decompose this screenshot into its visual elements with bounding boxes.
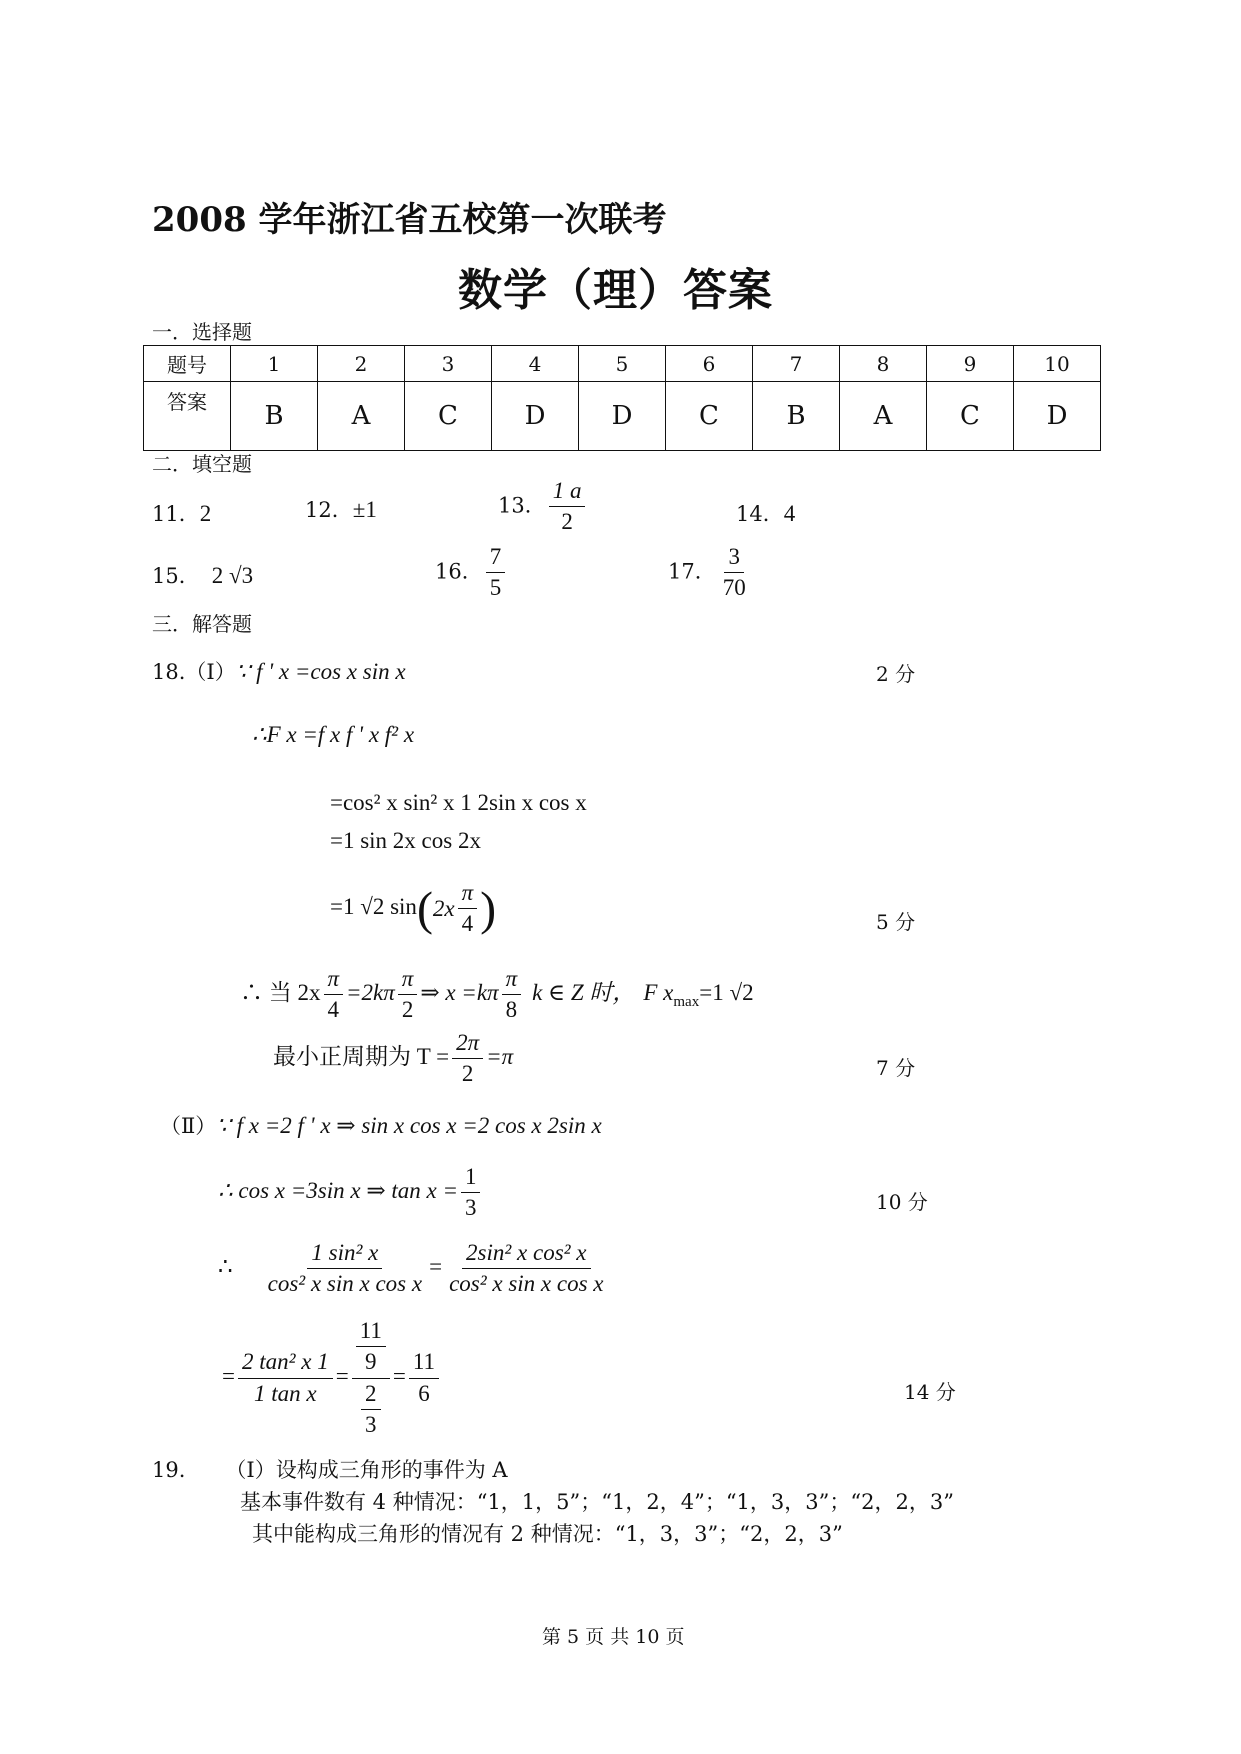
fraction-denominator: 3 — [464, 1195, 477, 1221]
math-expression: 2x — [432, 895, 455, 921]
fraction-denominator: 2 — [561, 509, 573, 535]
fill-answer-14 — [736, 498, 795, 528]
answer-cell: D — [492, 382, 579, 451]
fraction-numerator: 2 — [361, 1381, 381, 1410]
q18-line-5 — [330, 880, 496, 938]
q19-line-3: 其中能构成三角形的情况有 2 种情况：“1，3，3”；“2，2，3” — [252, 1522, 843, 1546]
fraction-numerator: 1 a — [549, 478, 586, 507]
fraction-numerator: 11 — [356, 1318, 386, 1347]
question-number: 13． — [498, 493, 546, 518]
fill-answer-17 — [668, 544, 753, 602]
fraction-denominator: 2 — [461, 1061, 474, 1087]
fraction-denominator: 5 — [489, 575, 502, 601]
math-expression: ⇒ x =kπ — [420, 980, 499, 1006]
math-expression: ∴ cos x =3sin x ⇒ tan x = — [218, 1178, 458, 1204]
q18-line-8 — [160, 1110, 602, 1140]
q19-line-2: 基本事件数有 4 种情况：“1，1，5”；“1，2，4”；“1，3，3”；“2，2，3” — [240, 1490, 954, 1514]
question-number: 3 — [405, 346, 492, 382]
answer-cell: C — [927, 382, 1014, 451]
score-mark: 5 分 — [876, 910, 916, 934]
question-number: 4 — [492, 346, 579, 382]
fraction-numerator: 3 — [724, 544, 744, 573]
answer-value: 2 √3 — [211, 563, 254, 588]
fraction-numerator: π — [502, 966, 522, 995]
fraction-numerator: 2π — [452, 1030, 483, 1059]
fraction-numerator: π — [324, 966, 344, 995]
left-paren: ( — [416, 882, 433, 936]
fraction-denominator: 4 — [327, 997, 340, 1023]
table-row-answers — [144, 382, 1101, 451]
answer-table — [143, 345, 1101, 451]
answer-cell: B — [231, 382, 318, 451]
answer-value: 4 — [783, 501, 796, 526]
subscript: max — [673, 993, 700, 1010]
fill-answer-16 — [435, 544, 508, 602]
right-paren: ) — [480, 882, 497, 936]
question-number: 18.（Ⅰ） — [152, 660, 236, 684]
fill-answer-13 — [498, 478, 588, 536]
answer-cell: D — [1014, 382, 1101, 451]
q19-line-1 — [152, 1454, 508, 1484]
fraction-denominator: 4 — [461, 911, 474, 937]
fraction-denominator: 70 — [722, 575, 746, 601]
table-row-numbers — [144, 346, 1101, 382]
question-number: 11． — [152, 502, 200, 526]
question-number: 10 — [1014, 346, 1101, 382]
q18-line-7 — [273, 1030, 513, 1088]
fraction-numerator: 2sin² x cos² x — [462, 1240, 590, 1269]
fraction-denominator: 2 — [401, 997, 414, 1023]
section-solution-label: 三．解答题 — [152, 612, 252, 636]
fraction-denominator: 6 — [418, 1380, 430, 1406]
fraction-numerator: π — [458, 880, 478, 909]
question-number: 6 — [666, 346, 753, 382]
math-expression: ∵ f x =2 f ' x ⇒ sin x cos x =2 cos x 2sin x — [216, 1113, 602, 1138]
q18-line-9 — [218, 1164, 483, 1222]
q18-line-2: ∴F x =f x f ' x f² x — [252, 722, 415, 747]
question-number: 12． — [305, 498, 353, 522]
q18-line-3: =cos² x sin² x 1 2sin x cos x — [330, 790, 587, 815]
fill-answer-12 — [305, 494, 377, 524]
page-footer: 第 5 页 共 10 页 — [542, 1626, 685, 1648]
fraction-denominator: cos² x sin x cos x — [449, 1271, 604, 1297]
answer-cell: A — [318, 382, 405, 451]
fill-answer-15 — [152, 560, 253, 590]
math-expression: ∴ — [218, 1254, 233, 1280]
math-expression: 最小正周期为 T = — [273, 1044, 450, 1070]
math-expression: =1 √2 — [699, 980, 754, 1006]
answer-value: ±1 — [352, 497, 377, 522]
fraction-numerator: 2 tan² x 1 — [238, 1349, 333, 1378]
math-expression: =π — [486, 1044, 514, 1070]
section-choice-label: 一．选择题 — [152, 320, 252, 344]
fraction-denominator: 1 tan x — [254, 1380, 317, 1406]
compound-fraction — [352, 1318, 390, 1439]
answer-cell: D — [579, 382, 666, 451]
q18-line-1 — [152, 656, 406, 686]
math-expression: = — [429, 1254, 443, 1280]
math-expression: =2kπ — [346, 980, 395, 1006]
fraction-numerator: 7 — [486, 544, 506, 573]
row-header-number: 题号 — [144, 346, 231, 382]
math-expression: ∴ 当 2x — [240, 980, 321, 1006]
math-expression: ∵ f ' x =cos x sin x — [235, 659, 406, 684]
fraction-denominator: 8 — [505, 997, 518, 1023]
math-expression: = — [392, 1363, 406, 1389]
question-number: 2 — [318, 346, 405, 382]
score-mark: 7 分 — [876, 1056, 916, 1080]
math-expression: F x — [643, 980, 674, 1006]
fraction-denominator: cos² x sin x cos x — [267, 1271, 423, 1297]
score-mark: 10 分 — [876, 1190, 928, 1214]
question-number: 15． — [152, 564, 200, 588]
section-fill-label: 二．填空题 — [152, 452, 252, 476]
answer-cell: B — [753, 382, 840, 451]
fraction-numerator: 1 sin² x — [307, 1240, 382, 1269]
question-number: 8 — [840, 346, 927, 382]
text-line: （Ⅰ）设构成三角形的事件为 A — [225, 1458, 508, 1482]
fraction-denominator: 9 — [365, 1349, 377, 1375]
fraction-denominator: 3 — [365, 1412, 377, 1438]
answer-cell: C — [405, 382, 492, 451]
q18-line-10 — [218, 1240, 611, 1298]
question-number: 9 — [927, 346, 1014, 382]
fraction-numerator: 1 — [461, 1164, 481, 1193]
answer-cell: A — [840, 382, 927, 451]
math-expression: = — [222, 1363, 235, 1389]
question-number: 16． — [435, 559, 483, 584]
part-label: （Ⅱ） — [160, 1114, 217, 1138]
question-number: 19. — [152, 1458, 186, 1482]
question-number: 17． — [668, 559, 716, 584]
question-number: 7 — [753, 346, 840, 382]
score-mark: 2 分 — [876, 662, 916, 686]
answer-value: 2 — [199, 501, 212, 526]
page-subtitle: 数学（理）答案 — [458, 265, 773, 316]
page-title: 2008 学年浙江省五校第一次联考 — [152, 200, 667, 240]
question-number: 5 — [579, 346, 666, 382]
math-expression: =1 √2 sin — [330, 894, 417, 920]
math-expression: k ∈ Z 时， — [532, 980, 636, 1006]
q18-line-11 — [222, 1318, 442, 1439]
question-number: 14． — [736, 502, 784, 526]
score-mark: 14 分 — [904, 1380, 956, 1404]
q18-line-6 — [240, 966, 754, 1024]
answer-cell: C — [666, 382, 753, 451]
question-number: 1 — [231, 346, 318, 382]
fraction-numerator: 11 — [409, 1349, 439, 1378]
q18-line-4: =1 sin 2x cos 2x — [330, 828, 481, 853]
row-header-answer: 答案 — [144, 382, 231, 451]
fraction-numerator: π — [398, 966, 418, 995]
math-expression: = — [335, 1363, 349, 1389]
fill-answer-11 — [152, 498, 211, 528]
